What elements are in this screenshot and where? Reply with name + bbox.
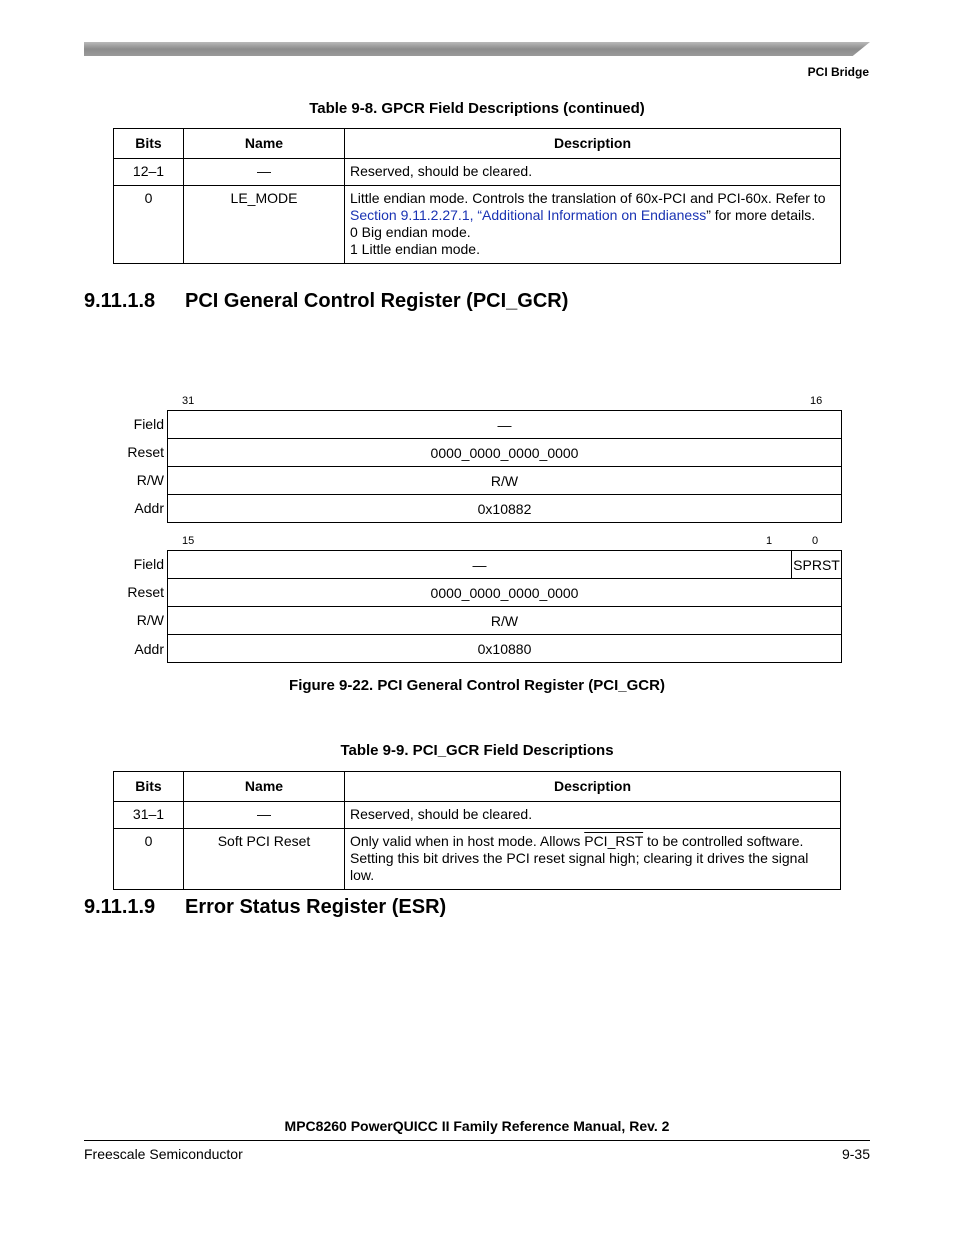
- cell-description: [345, 186, 841, 264]
- desc-text: 0 Big endian mode.: [350, 224, 471, 240]
- row-label-rw: R/W: [136, 472, 164, 488]
- bit-number: 31: [182, 395, 195, 407]
- register-upper-half: [167, 410, 842, 523]
- cell-description: [345, 829, 841, 890]
- table-row: [114, 186, 841, 264]
- figure-9-22-caption: Figure 9-22. PCI General Control Register (PCI_GCR): [289, 677, 665, 694]
- rw-access: R/W: [168, 607, 842, 635]
- row-label-addr: Addr: [134, 500, 164, 516]
- desc-text: ” for more details.: [706, 207, 816, 223]
- section-header: PCI Bridge: [807, 65, 869, 79]
- table-row: [114, 829, 841, 890]
- field-reserved: —: [168, 551, 792, 579]
- column-header-name: Name: [184, 129, 345, 159]
- cell-bits: 0: [114, 186, 184, 264]
- column-header-description: Description: [345, 129, 841, 159]
- cell-name: —: [184, 802, 345, 829]
- bit-number: 15: [182, 535, 195, 547]
- table-row: [114, 159, 841, 186]
- cell-description: Reserved, should be cleared.: [345, 802, 841, 829]
- column-header-bits: Bits: [114, 129, 184, 159]
- footer-title: MPC8260 PowerQUICC II Family Reference Manual, Rev. 2: [284, 1118, 670, 1134]
- section-title: Error Status Register (ESR): [185, 896, 447, 918]
- table-9-9-caption: Table 9-9. PCI_GCR Field Descriptions: [340, 742, 614, 759]
- desc-text: to be controlled software.: [647, 833, 804, 849]
- row-label-reset: Reset: [127, 584, 164, 600]
- desc-text: Setting this bit drives the PCI reset signal high; clearing it drives the signal low.: [350, 850, 809, 883]
- cell-name: Soft PCI Reset: [184, 829, 345, 890]
- table-header-row: [114, 772, 841, 802]
- cell-bits: 0: [114, 829, 184, 890]
- field-reserved: —: [168, 411, 842, 439]
- page-number: 9-35: [841, 1146, 870, 1162]
- cell-description: Reserved, should be cleared.: [345, 159, 841, 186]
- table-9-9: [113, 771, 841, 890]
- table-9-8-caption: Table 9-8. GPCR Field Descriptions (continued): [309, 100, 645, 117]
- cell-name: —: [184, 159, 345, 186]
- bit-number: 1: [766, 535, 773, 547]
- signal-name: PCI_RST: [584, 833, 644, 849]
- desc-text: Little endian mode. Controls the translation of 60x-PCI and PCI-60x. Refer to: [350, 190, 826, 206]
- section-number: 9.11.1.8: [84, 290, 156, 312]
- bit-number: 0: [812, 535, 819, 547]
- desc-text: Only valid when in host mode. Allows: [350, 833, 581, 849]
- rw-access: R/W: [168, 467, 842, 495]
- row-label-field: Field: [133, 416, 164, 432]
- section-heading: [84, 290, 568, 313]
- cell-name: LE_MODE: [184, 186, 345, 264]
- row-label-addr: Addr: [134, 641, 164, 657]
- column-header-description: Description: [345, 772, 841, 802]
- register-address: 0x10882: [168, 495, 842, 523]
- table-header-row: [114, 129, 841, 159]
- section-number: 9.11.1.9: [84, 896, 156, 918]
- section-heading: [84, 896, 446, 919]
- reset-value: 0000_0000_0000_0000: [168, 579, 842, 607]
- cell-bits: 12–1: [114, 159, 184, 186]
- row-label-rw: R/W: [136, 612, 164, 628]
- header-decorative-bar: [84, 42, 870, 56]
- section-link[interactable]: Section 9.11.2.27.1, “Additional Information on Endianess: [350, 207, 707, 223]
- cell-bits: 31–1: [114, 802, 184, 829]
- section-title: PCI General Control Register (PCI_GCR): [185, 290, 569, 312]
- row-label-field: Field: [133, 556, 164, 572]
- footer-company: Freescale Semiconductor: [84, 1146, 243, 1162]
- field-sprst: SPRST: [792, 551, 842, 579]
- desc-text: 1 Little endian mode.: [350, 241, 480, 257]
- table-9-8: [113, 128, 841, 264]
- column-header-name: Name: [184, 772, 345, 802]
- bit-number: 16: [810, 395, 823, 407]
- reset-value: 0000_0000_0000_0000: [168, 439, 842, 467]
- column-header-bits: Bits: [114, 772, 184, 802]
- register-lower-half: [167, 550, 842, 663]
- row-label-reset: Reset: [127, 444, 164, 460]
- register-address: 0x10880: [168, 635, 842, 663]
- table-row: [114, 802, 841, 829]
- footer-divider: [84, 1140, 870, 1141]
